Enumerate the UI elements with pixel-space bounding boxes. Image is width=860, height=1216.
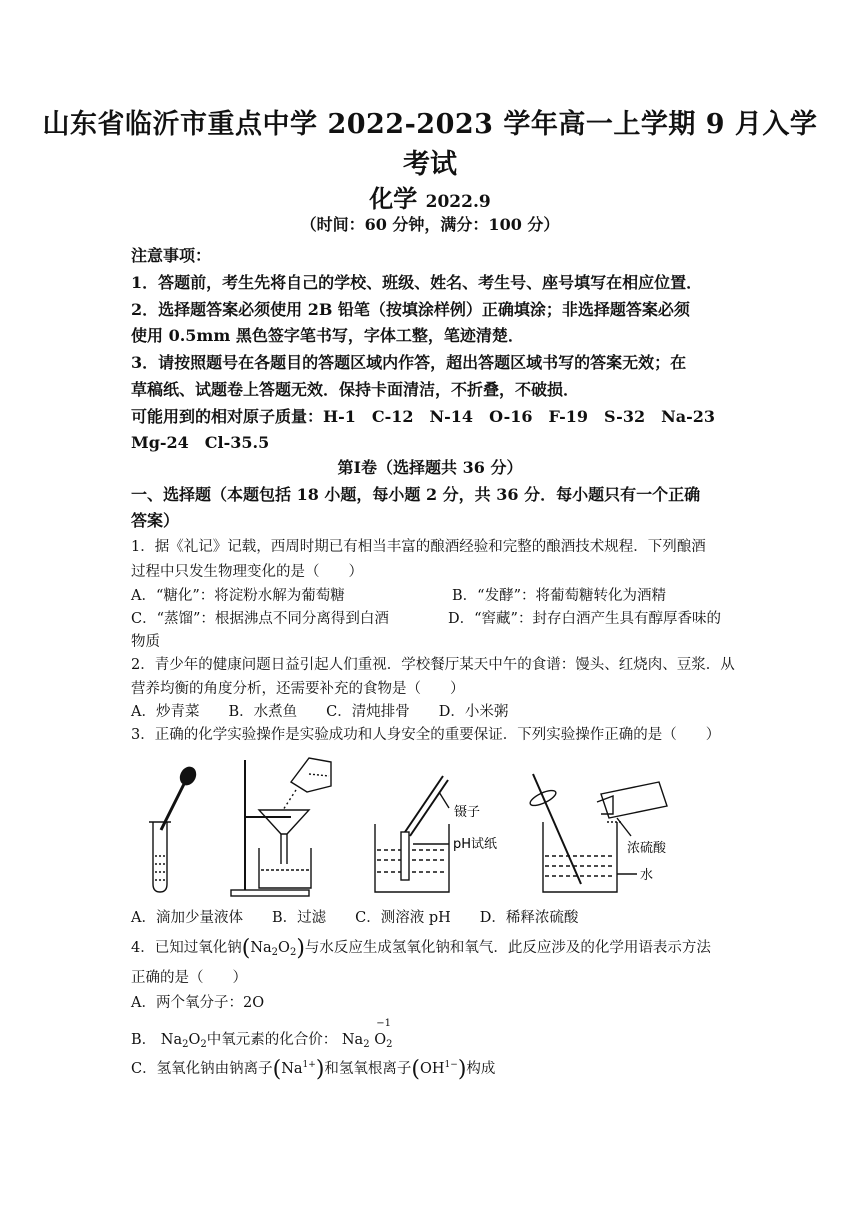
formula-o: O [188, 1032, 201, 1048]
subject-name: 化学 [369, 184, 418, 213]
formula-na: Na [160, 1032, 183, 1048]
note-2-line2: 使用 0.5mm 黑色签字笔书写，字体工整，笔迹清楚． [131, 326, 524, 345]
q4-stem-post: 与水反应生成氢氧化钠和氧气．此反应涉及的化学用语表示方法 [304, 940, 711, 956]
formula-sub-1: 2 [182, 1039, 189, 1050]
formula-o: O [278, 940, 290, 956]
note-3-line1: 3．请按照题号在各题目的答题区域内作答，超出答题区域书写的答案无效；在 [131, 353, 687, 372]
note-2-line1: 2．选择题答案必须使用 2B 铅笔（按填涂样例）正确填涂；非选择题答案必须 [131, 300, 690, 319]
ion-sodium: Na [281, 1061, 303, 1077]
label-tweezers: 镊子 [454, 805, 481, 820]
label-conc-acid: 浓硫酸 [627, 841, 667, 856]
q1-option-c: C．“蒸馏”：根据沸点不同分离得到白酒 [131, 611, 389, 627]
q3-stem: 3．正确的化学实验操作是实验成功和人身安全的重要保证．下列实验操作正确的是（ ） [131, 727, 721, 743]
note-1: 1．答题前，考生先将自己的学校、班级、姓名、考生号、座号填写在相应位置． [131, 273, 703, 292]
q4-b-pre: B． [131, 1032, 157, 1048]
q4-c-mid: 和氢氧根离子 [324, 1061, 412, 1077]
formula-na: Na [341, 1032, 364, 1048]
note-3-line2: 草稿纸、试题卷上答题无效．保持卡面清洁，不折叠，不破损． [131, 380, 580, 399]
ph-test-drawing [375, 776, 449, 892]
exam-title-line2: 考试 [403, 149, 457, 180]
q2-stem-line2: 营养均衡的角度分析，还需要补充的食物是（ ） [131, 681, 465, 697]
exam-title-line1: 山东省临沂市重点中学 2022-2023 学年高一上学期 9 月入学 [42, 109, 818, 140]
formula-sub-2: 2 [289, 947, 297, 958]
q1-stem-line2: 过程中只发生物理变化的是（ ） [131, 564, 363, 580]
atomic-masses-line1: 可能用到的相对原子质量：H-1 C-12 N-14 O-16 F-19 S-32 Na-23 [131, 407, 715, 426]
label-ph-paper: pH试纸 [453, 837, 498, 852]
q2-stem-line1: 2．青少年的健康问题日益引起人们重视．学校餐厅某天中午的食谱：馒头、红烧肉、豆浆．从 [131, 657, 735, 673]
q1-stem-line1: 1．据《礼记》记载，西周时期已有相当丰富的酿酒经验和完整的酿酒技术规程．下列酿酒 [131, 539, 706, 555]
q3-options: A．滴加少量液体 B．过滤 C．测溶液 pH D．稀释浓硫酸 [131, 910, 579, 926]
section-heading-line2: 答案） [131, 511, 180, 530]
formula-na: Na [250, 940, 272, 956]
ion-hydroxide-charge: 1− [444, 1060, 458, 1070]
formula-o: O [374, 1032, 387, 1048]
subject-date: 2022.9 [425, 192, 491, 212]
paren-open: ( [272, 1057, 282, 1082]
valence-oxygen [374, 1018, 393, 1050]
section-heading-line1: 一、选择题（本题包括 18 小题，每小题 2 分，共 36 分．每小题只有一个正确 [131, 485, 701, 504]
q4-stem-pre: 4．已知过氧化钠 [131, 940, 242, 956]
notes-heading: 注意事项： [131, 246, 212, 265]
ion-hydroxide: OH [420, 1061, 445, 1077]
label-water: 水 [640, 868, 654, 883]
q4-option-b [131, 1018, 393, 1050]
q4-option-a: A．两个氧分子：2O [131, 995, 265, 1011]
ion-sodium-charge: 1+ [302, 1060, 316, 1070]
subject-heading [0, 179, 860, 214]
part-title: 第Ⅰ卷（选择题共 36 分） [337, 458, 523, 477]
q1-option-d-cont: 物质 [131, 634, 160, 650]
q4-stem-line1 [131, 936, 711, 961]
formula-sub-2: 2 [386, 1039, 393, 1050]
paren-open: ( [241, 936, 251, 961]
dropper-test-tube-drawing [149, 765, 198, 892]
q2-options: A．炒青菜 B．水煮鱼 C．清炖排骨 D．小米粥 [131, 704, 509, 720]
q4-b-mid: 中氧元素的化合价： [206, 1032, 338, 1048]
q4-c-post: 构成 [466, 1061, 496, 1077]
filtration-drawing [231, 758, 331, 896]
time-info: （时间：60 分钟，满分：100 分） [300, 215, 560, 234]
valence-mark: −1 [376, 1018, 391, 1029]
formula-sub-1: 2 [271, 947, 279, 958]
q1-option-b: B．“发酵”：将葡萄糖转化为酒精 [452, 588, 666, 604]
q1-option-d: D．“窖藏”：封存白酒产生具有醇厚香味的 [448, 611, 721, 627]
q3-lab-figure [131, 752, 731, 902]
paren-close: ) [457, 1057, 467, 1082]
paren-open: ( [411, 1057, 420, 1082]
paren-close: ) [296, 936, 305, 961]
q4-option-c [131, 1057, 495, 1082]
q4-stem-line2: 正确的是（ ） [131, 970, 247, 986]
q4-c-pre: C．氢氧化钠由钠离子 [131, 1061, 273, 1077]
atomic-masses-line2: Mg-24 Cl-35.5 [131, 433, 270, 452]
paren-close: ) [315, 1057, 325, 1082]
formula-sub-1: 2 [363, 1039, 370, 1050]
lab-operations-illustration [131, 752, 731, 902]
formula-sub-2: 2 [200, 1039, 207, 1050]
q1-option-a: A．“糖化”：将淀粉水解为葡萄糖 [131, 588, 345, 604]
